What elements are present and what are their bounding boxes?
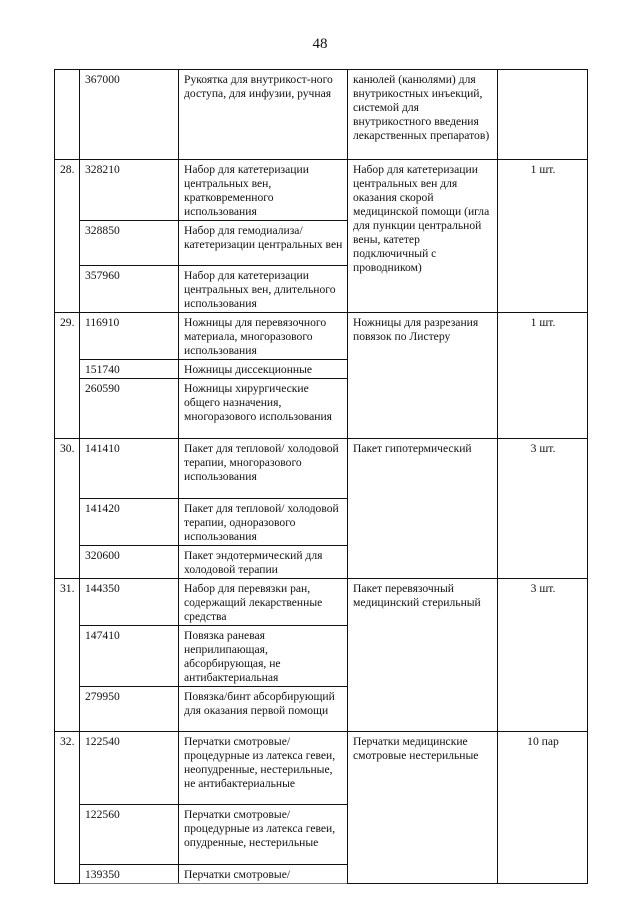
description-cell: Перчатки медицинские смотровые нестерильные (348, 732, 498, 884)
item-name-cell: Пакет для тепловой/ холодовой терапии, многоразового использования (179, 439, 348, 499)
item-name-cell: Повязка/бинт абсорбирующий для оказания первой помощи (179, 687, 348, 732)
quantity-cell: 1 шт. (498, 160, 588, 313)
quantity-cell: 3 шт. (498, 439, 588, 579)
row-number-cell: 30. (55, 439, 80, 579)
item-name-cell: Ножницы диссекционные (179, 360, 348, 379)
quantity-cell: 10 пар (498, 732, 588, 884)
description-cell: канюлей (канюлями) для внутрикостных инъекций, системой для внутрикостного введения лекарственных препаратов) (348, 70, 498, 160)
item-name-cell: Набор для катетеризации центральных вен, кратковременного использования (179, 160, 348, 221)
code-cell: 144350 (80, 579, 179, 626)
code-cell: 122540 (80, 732, 179, 805)
item-name-cell: Пакет эндотермический для холодовой терапии (179, 546, 348, 579)
item-name-cell: Ножницы для перевязочного материала, многоразового использования (179, 313, 348, 360)
row-number-cell: 29. (55, 313, 80, 439)
code-cell: 141410 (80, 439, 179, 499)
description-cell: Пакет гипотермический (348, 439, 498, 579)
item-name-cell: Перчатки смотровые/ (179, 865, 348, 884)
item-name-cell: Перчатки смотровые/ процедурные из латекса гевеи, неопудренные, нестерильные, не антибактериальные (179, 732, 348, 805)
code-cell: 147410 (80, 626, 179, 687)
code-cell: 141420 (80, 499, 179, 546)
code-cell: 367000 (80, 70, 179, 160)
description-cell: Ножницы для разрезания повязок по Листеру (348, 313, 498, 439)
row-number-cell (55, 70, 80, 160)
code-cell: 357960 (80, 266, 179, 313)
code-cell: 151740 (80, 360, 179, 379)
table-row (55, 579, 588, 626)
code-cell: 328850 (80, 221, 179, 266)
table-row (55, 732, 588, 805)
item-name-cell: Рукоятка для внутрикост-ного доступа, для инфузии, ручная (179, 70, 348, 160)
code-cell: 260590 (80, 379, 179, 439)
table-row-continuation (55, 70, 588, 160)
item-name-cell: Ножницы хирургические общего назначения, многоразового использования (179, 379, 348, 439)
table-row (55, 160, 588, 221)
code-cell: 320600 (80, 546, 179, 579)
quantity-cell: 1 шт. (498, 313, 588, 439)
item-name-cell: Набор для перевязки ран, содержащий лекарственные средства (179, 579, 348, 626)
description-cell: Набор для катетеризации центральных вен для оказания скорой медицинской помощи (игла для пункции центральной вены, катетер подключичный с проводником) (348, 160, 498, 313)
quantity-cell: 3 шт. (498, 579, 588, 732)
row-number-cell: 32. (55, 732, 80, 884)
code-cell: 116910 (80, 313, 179, 360)
item-name-cell: Набор для гемодиализа/ катетеризации центральных вен (179, 221, 348, 266)
code-cell: 328210 (80, 160, 179, 221)
equipment-table (54, 69, 588, 884)
code-cell: 122560 (80, 805, 179, 865)
page-number: 48 (312, 36, 328, 52)
row-number-cell: 28. (55, 160, 80, 313)
item-name-cell: Пакет для тепловой/ холодовой терапии, одноразового использования (179, 499, 348, 546)
item-name-cell: Повязка раневая неприлипающая, абсорбирующая, не антибактериальная (179, 626, 348, 687)
row-number-cell: 31. (55, 579, 80, 732)
code-cell: 139350 (80, 865, 179, 884)
item-name-cell: Набор для катетеризации центральных вен, длительного использования (179, 266, 348, 313)
description-cell: Пакет перевязочный медицинский стерильный (348, 579, 498, 732)
item-name-cell: Перчатки смотровые/ процедурные из латекса гевеи, опудренные, нестерильные (179, 805, 348, 865)
quantity-cell (498, 70, 588, 160)
table-row (55, 439, 588, 499)
table-row (55, 313, 588, 360)
code-cell: 279950 (80, 687, 179, 732)
